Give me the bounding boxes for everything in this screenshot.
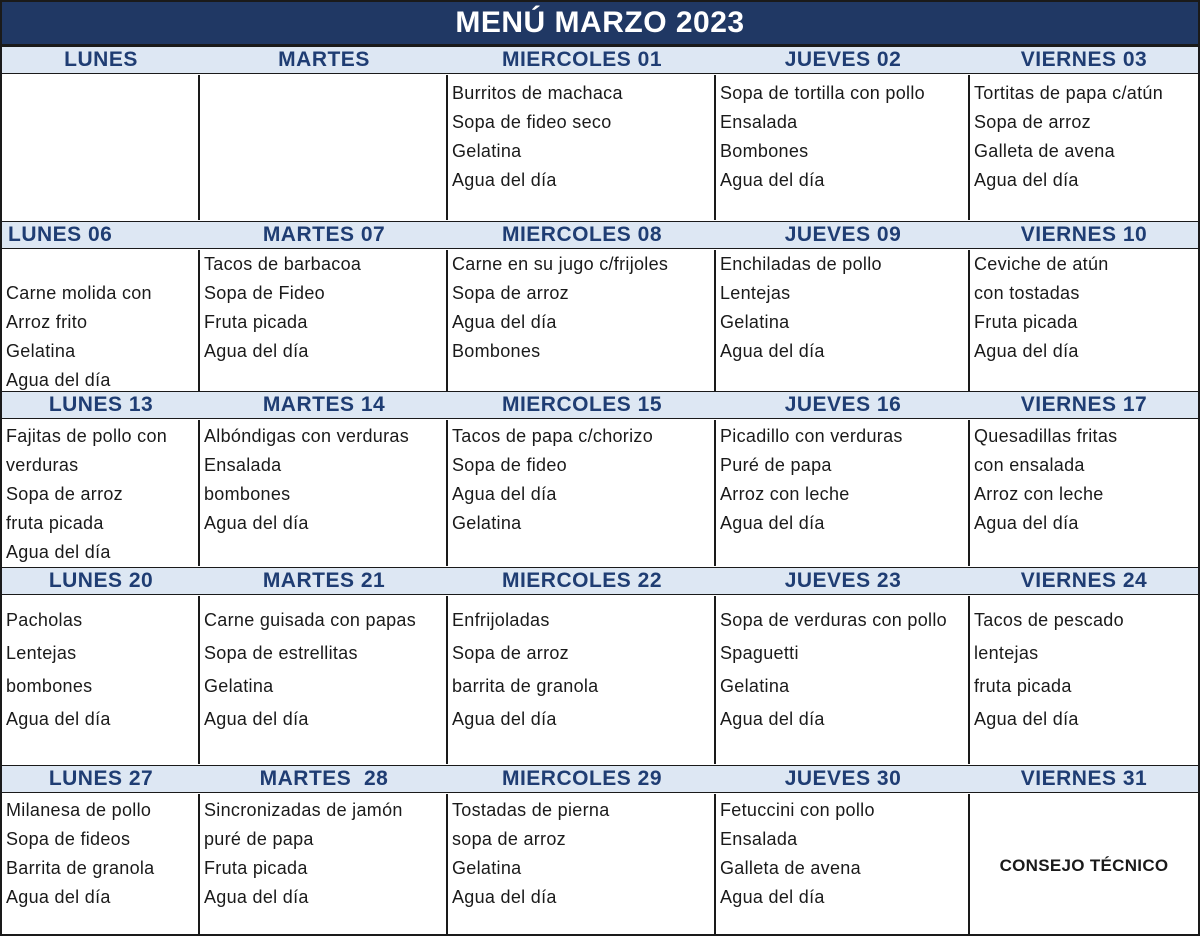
week-header-row (2, 391, 1198, 419)
day-header: MARTES 14 (262, 393, 386, 416)
menu-item: barrita de granola (452, 676, 599, 696)
menu-item: Galleta de avena (720, 858, 861, 878)
menu-title: MENÚ MARZO 2023 (2, 2, 1198, 46)
menu-item: con tostadas (974, 283, 1080, 303)
day-header: VIERNES 31 (1020, 767, 1148, 790)
menu-item: Agua del día (720, 513, 825, 533)
week-header-row (2, 765, 1198, 793)
menu-item: Agua del día (452, 709, 557, 729)
day-header: MARTES 07 (262, 223, 386, 246)
menu-item: Arroz con leche (974, 484, 1104, 504)
day-menu-cell (970, 75, 1198, 220)
menu-item: sopa de arroz (452, 829, 566, 849)
menu-item: Agua del día (720, 709, 825, 729)
day-menu-cell (200, 420, 448, 566)
menu-item: Tortitas de papa c/atún (974, 83, 1164, 103)
menu-item: Fetuccini con pollo (720, 800, 875, 820)
menu-item: Ceviche de atún (974, 254, 1109, 274)
menu-item: Gelatina (452, 141, 522, 161)
menu-item: Ensalada (204, 455, 282, 475)
day-header: LUNES 13 (48, 393, 154, 416)
day-menu-cell (200, 75, 448, 220)
week-menu-row (2, 596, 1198, 764)
menu-item: Agua del día (720, 887, 825, 907)
menu-item: Spaguetti (720, 643, 799, 663)
day-menu-cell (448, 596, 716, 764)
menu-item: Gelatina (720, 312, 790, 332)
day-menu-cell (970, 250, 1198, 392)
menu-item: Sopa de arroz (452, 283, 569, 303)
day-header: MIERCOLES 22 (501, 569, 663, 592)
menu-item: Sopa de fideos (6, 829, 131, 849)
menu-item: Sopa de arroz (6, 484, 123, 504)
menu-item: Gelatina (452, 513, 522, 533)
day-header: VIERNES 17 (1020, 393, 1148, 416)
menu-item: Ensalada (720, 829, 798, 849)
day-menu-cell (448, 794, 716, 936)
day-header: MARTES 21 (262, 569, 386, 592)
day-menu-cell (716, 75, 970, 220)
day-header: JUEVES 02 (784, 48, 902, 71)
menu-item: Agua del día (974, 341, 1079, 361)
menu-item: Arroz con leche (720, 484, 850, 504)
menu-item: fruta picada (6, 513, 104, 533)
day-menu-cell (448, 250, 716, 392)
day-header: JUEVES 23 (784, 569, 902, 592)
menu-item (6, 250, 194, 279)
week-header-row (2, 567, 1198, 595)
menu-item: Sopa de arroz (452, 643, 569, 663)
menu-item: Lentejas (6, 643, 77, 663)
menu-item: Agua del día (6, 370, 111, 390)
menu-item: Fruta picada (204, 858, 308, 878)
menu-item: Barrita de granola (6, 858, 155, 878)
day-menu-cell (970, 596, 1198, 764)
week-header-row (2, 46, 1198, 74)
day-header: MIERCOLES 15 (501, 393, 663, 416)
menu-item: Lentejas (720, 283, 791, 303)
menu-item: Sopa de arroz (974, 112, 1091, 132)
menu-item: Agua del día (974, 709, 1079, 729)
day-menu-cell (716, 794, 970, 936)
day-header: MARTES (278, 48, 370, 71)
menu-item: Fruta picada (204, 312, 308, 332)
menu-item: Pacholas (6, 610, 83, 630)
day-header: JUEVES 09 (784, 223, 902, 246)
menu-item: Albóndigas con verduras (204, 426, 410, 446)
menu-item: Sopa de estrellitas (204, 643, 358, 663)
menu-item: Agua del día (452, 484, 557, 504)
menu-item: Fruta picada (974, 312, 1078, 332)
week-menu-row (2, 75, 1198, 220)
week-menu-row (2, 250, 1198, 392)
day-menu-cell (2, 250, 200, 392)
menu-item: bombones (6, 676, 93, 696)
menu-item: Agua del día (204, 709, 309, 729)
day-menu-cell (970, 794, 1198, 936)
menu-item: Agua del día (720, 170, 825, 190)
day-header: VIERNES 10 (1020, 223, 1148, 246)
menu-item: Agua del día (452, 887, 557, 907)
menu-item: Galleta de avena (974, 141, 1115, 161)
menu-item: Carne guisada con papas (204, 610, 417, 630)
menu-item: verduras (6, 455, 79, 475)
menu-item: Agua del día (974, 513, 1079, 533)
menu-item: con ensalada (974, 455, 1085, 475)
menu-item: Enchiladas de pollo (720, 254, 882, 274)
day-header: MIERCOLES 01 (501, 48, 663, 71)
day-menu-cell (970, 420, 1198, 566)
menu-item: Sopa de Fideo (204, 283, 325, 303)
menu-item: Burritos de machaca (452, 83, 623, 103)
menu-item: Tostadas de pierna (452, 800, 610, 820)
day-menu-cell (2, 420, 200, 566)
menu-item: Agua del día (452, 312, 557, 332)
menu-item: Gelatina (720, 676, 790, 696)
menu-item: Carne en su jugo c/frijoles (452, 254, 669, 274)
menu-item: Ensalada (720, 112, 798, 132)
menu-item: Sopa de fideo seco (452, 112, 612, 132)
day-menu-cell (2, 75, 200, 220)
menu-item: Agua del día (974, 170, 1079, 190)
menu-item: lentejas (974, 643, 1039, 663)
day-menu-cell (200, 794, 448, 936)
day-menu-cell (716, 250, 970, 392)
menu-item: Fajitas de pollo con (6, 426, 168, 446)
day-menu-cell (200, 250, 448, 392)
day-menu-cell (2, 794, 200, 936)
day-header: LUNES 20 (48, 569, 154, 592)
menu-item: Agua del día (452, 170, 557, 190)
menu-item: Agua del día (720, 341, 825, 361)
menu-item: Agua del día (6, 709, 111, 729)
week-menu-row (2, 420, 1198, 566)
menu-item: Sopa de fideo (452, 455, 567, 475)
day-header: VIERNES 24 (1020, 569, 1148, 592)
menu-item: Quesadillas fritas (974, 426, 1118, 446)
menu-item: Picadillo con verduras (720, 426, 903, 446)
menu-item: puré de papa (204, 829, 314, 849)
menu-item: Tacos de papa c/chorizo (452, 426, 654, 446)
menu-item: Bombones (720, 141, 809, 161)
menu-item: Gelatina (452, 858, 522, 878)
day-header: MARTES 28 (259, 767, 389, 790)
day-menu-cell (716, 596, 970, 764)
day-menu-cell (448, 420, 716, 566)
menu-item: Agua del día (204, 513, 309, 533)
menu-item: Milanesa de pollo (6, 800, 152, 820)
day-menu-cell (2, 596, 200, 764)
day-header: LUNES (64, 48, 138, 71)
menu-item: Agua del día (204, 887, 309, 907)
menu-item: bombones (204, 484, 291, 504)
day-menu-cell (448, 75, 716, 220)
menu-item: Bombones (452, 341, 541, 361)
week-header-row (2, 221, 1198, 249)
day-header: VIERNES 03 (1020, 48, 1148, 71)
menu-item: Enfrijoladas (452, 610, 550, 630)
menu-item: Agua del día (204, 341, 309, 361)
day-header: JUEVES 16 (784, 393, 902, 416)
menu-item: Carne molida con (6, 283, 152, 303)
day-header: LUNES 06 (8, 223, 113, 246)
menu-item: Puré de papa (720, 455, 832, 475)
menu-item: Gelatina (204, 676, 274, 696)
day-menu-cell (716, 420, 970, 566)
day-header: MIERCOLES 29 (501, 767, 663, 790)
menu-item: Sopa de tortilla con pollo (720, 83, 925, 103)
menu-item: Sincronizadas de jamón (204, 800, 403, 820)
menu-item: Gelatina (6, 341, 76, 361)
day-menu-cell (200, 596, 448, 764)
day-header: MIERCOLES 08 (501, 223, 663, 246)
menu-item: fruta picada (974, 676, 1072, 696)
day-header: JUEVES 30 (784, 767, 902, 790)
menu-item: Arroz frito (6, 312, 88, 332)
menu-item: Tacos de barbacoa (204, 254, 362, 274)
menu-item: Tacos de pescado (974, 610, 1124, 630)
day-note: CONSEJO TÉCNICO (999, 856, 1169, 875)
menu-item: Agua del día (6, 542, 111, 562)
menu-item: Sopa de verduras con pollo (720, 610, 947, 630)
week-menu-row (2, 794, 1198, 936)
menu-item: Agua del día (6, 887, 111, 907)
day-header: LUNES 27 (48, 767, 154, 790)
